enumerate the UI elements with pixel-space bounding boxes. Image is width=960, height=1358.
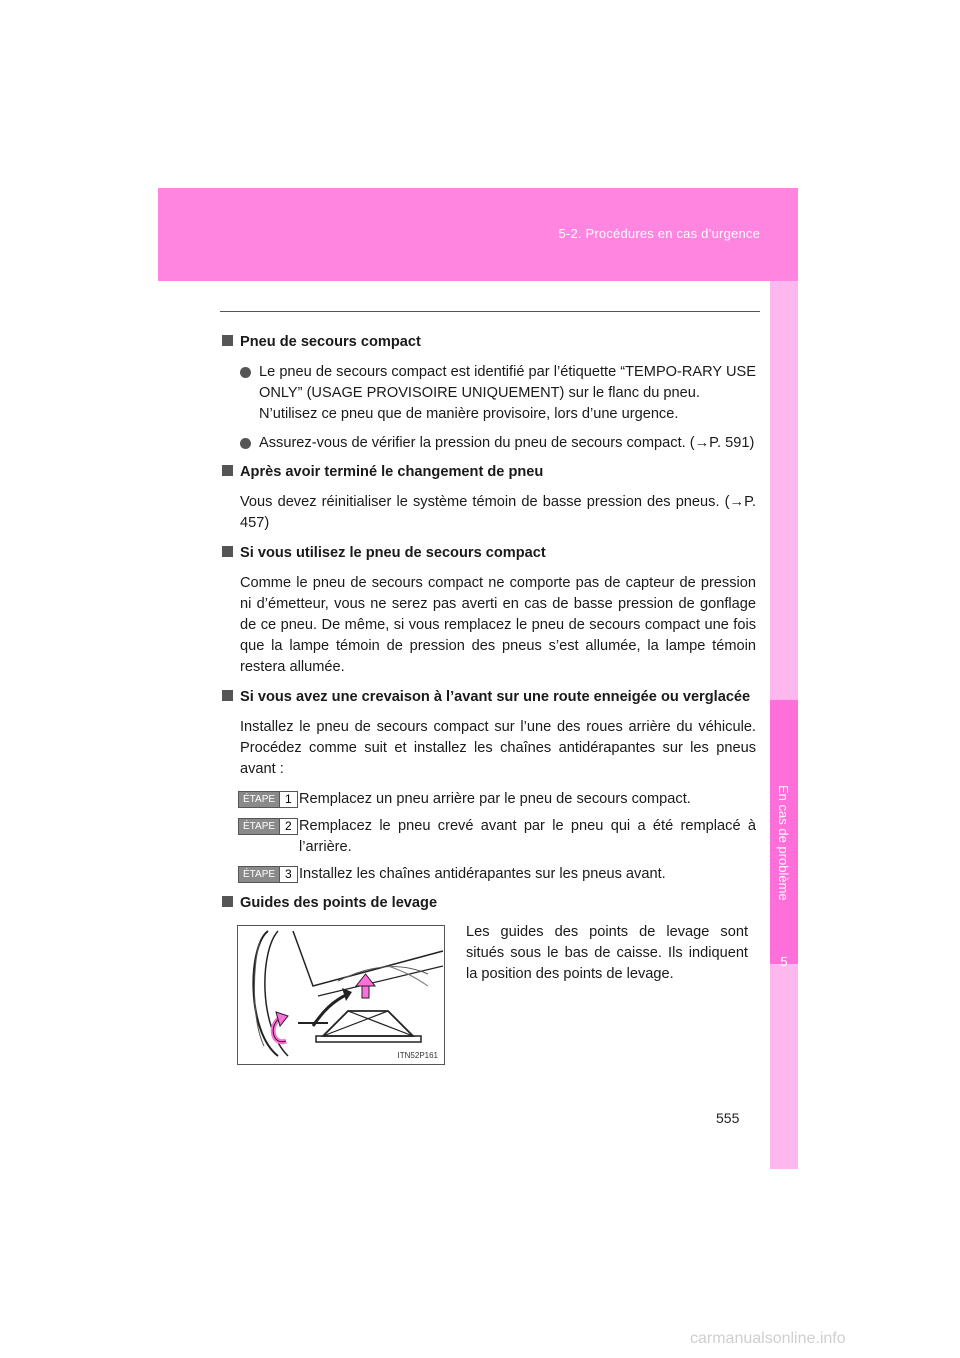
heading-spare-tire: Pneu de secours compact — [222, 332, 756, 353]
watermark: carmanualsonline.info — [690, 1330, 846, 1347]
square-bullet-icon — [222, 690, 233, 701]
step-1 — [222, 789, 756, 810]
step-text: Remplacez le pneu crevé avant par le pneu qui a été remplacé à l’arrière. — [299, 818, 756, 855]
jack-guide-text: Les guides des points de levage sont situés sous le bas de caisse. Ils indiquent la position des points de levage. — [466, 924, 748, 982]
heading-using-spare: Si vous utilisez le pneu de secours compact — [222, 543, 756, 564]
paragraph: Installez le pneu de secours compact sur l’une des roues arrière du véhicule. Procédez comme suit et installez les chaînes antidérapantes sur les pneus avant : — [240, 719, 756, 777]
heading-front-flat: Si vous avez une crevaison à l’avant sur une route enneigée ou verglacée — [222, 687, 756, 708]
heading-after-change: Après avoir terminé le changement de pneu — [222, 462, 756, 483]
step-badge: ÉTAPE 2 — [238, 818, 298, 835]
round-bullet-icon — [240, 438, 251, 449]
content — [222, 332, 756, 923]
header-band — [158, 188, 798, 281]
top-rule — [220, 311, 760, 312]
step-2 — [222, 816, 756, 858]
square-bullet-icon — [222, 335, 233, 346]
figure-code: ITN52P161 — [397, 1051, 438, 1060]
step-3 — [222, 864, 756, 885]
bullet-text: N’utilisez ce pneu que de manière provisoire, lors d’une urgence. — [259, 406, 679, 422]
chapter-title-wrap — [771, 785, 797, 955]
bullet-item — [222, 362, 756, 425]
square-bullet-icon — [222, 546, 233, 557]
heading-jack-points: Guides des points de levage — [222, 893, 756, 914]
square-bullet-icon — [222, 896, 233, 907]
bullet-text: Assurez-vous de vérifier la pression du pneu de secours compact. (→P. 591) — [259, 435, 755, 451]
step-badge: ÉTAPE 1 — [238, 791, 298, 808]
step-text: Remplacez un pneu arrière par le pneu de secours compact. — [299, 791, 691, 807]
step-text: Installez les chaînes antidérapantes sur les pneus avant. — [299, 866, 666, 882]
section-title: 5-2. Procédures en cas d’urgence — [558, 226, 760, 241]
square-bullet-icon — [222, 465, 233, 476]
page-number: 555 — [716, 1110, 740, 1126]
paragraph: Vous devez réinitialiser le système témoin de basse pression des pneus. (→P. 457) — [240, 494, 756, 531]
chapter-title: En cas de problème — [776, 785, 791, 901]
paragraph: Comme le pneu de secours compact ne comporte pas de capteur de pression ni d’émetteur, vous ne serez pas averti en cas de basse pression de gonflage de ce pneu. De même, si vous remplacez le pneu de secours compact une fois que la lampe témoin de pression des pneus s’est allumée, la lampe témoin restera allumée. — [240, 575, 756, 675]
round-bullet-icon — [240, 367, 251, 378]
step-badge: ÉTAPE 3 — [238, 866, 298, 883]
chapter-number: 5 — [780, 954, 788, 969]
jack-illustration — [237, 925, 445, 1065]
bullet-item — [222, 433, 756, 454]
jack-drawing — [238, 926, 444, 1064]
bullet-text: Le pneu de secours compact est identifié par l’étiquette “TEMPO-RARY USE ONLY” (USAGE PROVISOIRE UNIQUEMENT) sur le flanc du pneu. — [259, 364, 756, 401]
